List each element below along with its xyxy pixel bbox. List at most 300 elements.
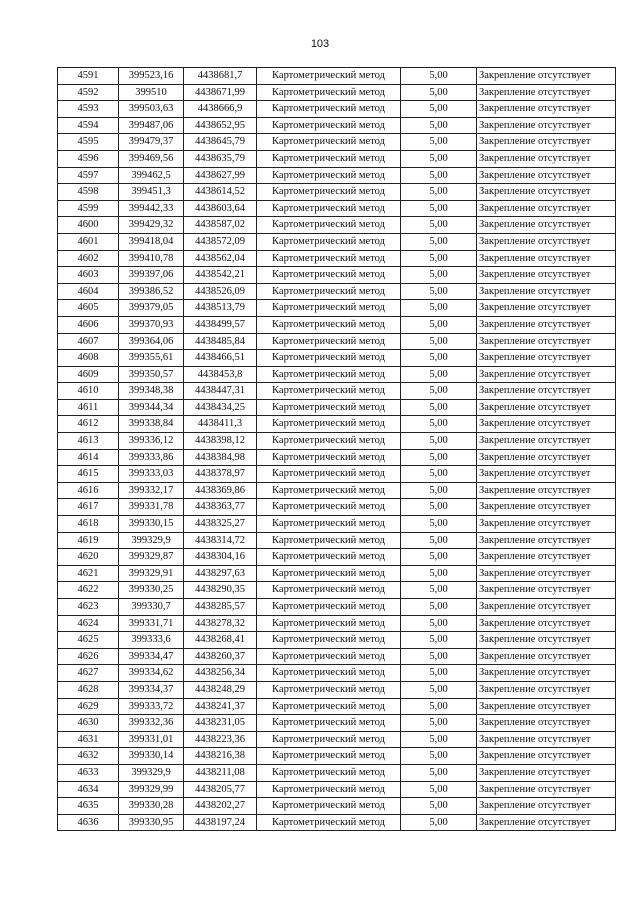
table-row [58,632,616,649]
x-coordinate-cell: 399333,03 [119,466,184,483]
table-row [58,350,616,367]
fixation-cell: Закрепление отсутствует [477,167,616,184]
table-row [58,267,616,284]
method-cell: Картометрический метод [257,84,401,101]
accuracy-cell: 5,00 [401,814,477,831]
table-row [58,582,616,599]
accuracy-cell: 5,00 [401,632,477,649]
x-coordinate-cell: 399329,91 [119,565,184,582]
x-coordinate-cell: 399330,14 [119,748,184,765]
table-row [58,814,616,831]
point-number-cell: 4592 [58,84,119,101]
table-row [58,731,616,748]
x-coordinate-cell: 399429,32 [119,217,184,234]
y-coordinate-cell: 4438202,27 [184,798,257,815]
point-number-cell: 4598 [58,184,119,201]
y-coordinate-cell: 4438268,41 [184,632,257,649]
method-cell: Картометрический метод [257,134,401,151]
fixation-cell: Закрепление отсутствует [477,764,616,781]
fixation-cell: Закрепление отсутствует [477,433,616,450]
point-number-cell: 4624 [58,615,119,632]
accuracy-cell: 5,00 [401,84,477,101]
x-coordinate-cell: 399336,12 [119,433,184,450]
x-coordinate-cell: 399397,06 [119,267,184,284]
x-coordinate-cell: 399329,99 [119,781,184,798]
fixation-cell: Закрепление отсутствует [477,798,616,815]
accuracy-cell: 5,00 [401,68,477,85]
fixation-cell: Закрепление отсутствует [477,399,616,416]
method-cell: Картометрический метод [257,565,401,582]
table-row [58,798,616,815]
point-number-cell: 4634 [58,781,119,798]
point-number-cell: 4625 [58,632,119,649]
x-coordinate-cell: 399332,17 [119,482,184,499]
fixation-cell: Закрепление отсутствует [477,333,616,350]
fixation-cell: Закрепление отсутствует [477,648,616,665]
point-number-cell: 4636 [58,814,119,831]
point-number-cell: 4605 [58,300,119,317]
accuracy-cell: 5,00 [401,383,477,400]
table-row [58,366,616,383]
x-coordinate-cell: 399330,95 [119,814,184,831]
point-number-cell: 4607 [58,333,119,350]
method-cell: Картометрический метод [257,731,401,748]
x-coordinate-cell: 399370,93 [119,316,184,333]
point-number-cell: 4604 [58,283,119,300]
x-coordinate-cell: 399344,34 [119,399,184,416]
y-coordinate-cell: 4438666,9 [184,101,257,118]
method-cell: Картометрический метод [257,300,401,317]
y-coordinate-cell: 4438197,24 [184,814,257,831]
table-row [58,532,616,549]
method-cell: Картометрический метод [257,748,401,765]
x-coordinate-cell: 399334,47 [119,648,184,665]
fixation-cell: Закрепление отсутствует [477,84,616,101]
method-cell: Картометрический метод [257,615,401,632]
accuracy-cell: 5,00 [401,665,477,682]
fixation-cell: Закрепление отсутствует [477,300,616,317]
y-coordinate-cell: 4438499,57 [184,316,257,333]
point-number-cell: 4597 [58,167,119,184]
point-number-cell: 4610 [58,383,119,400]
point-number-cell: 4635 [58,798,119,815]
table-row [58,648,616,665]
accuracy-cell: 5,00 [401,366,477,383]
y-coordinate-cell: 4438241,37 [184,698,257,715]
accuracy-cell: 5,00 [401,101,477,118]
point-number-cell: 4600 [58,217,119,234]
accuracy-cell: 5,00 [401,648,477,665]
x-coordinate-cell: 399329,87 [119,549,184,566]
table-row [58,466,616,483]
table-row [58,698,616,715]
point-number-cell: 4596 [58,150,119,167]
x-coordinate-cell: 399386,52 [119,283,184,300]
y-coordinate-cell: 4438211,08 [184,764,257,781]
fixation-cell: Закрепление отсутствует [477,781,616,798]
point-number-cell: 4606 [58,316,119,333]
accuracy-cell: 5,00 [401,267,477,284]
fixation-cell: Закрепление отсутствует [477,283,616,300]
x-coordinate-cell: 399329,9 [119,532,184,549]
fixation-cell: Закрепление отсутствует [477,316,616,333]
accuracy-cell: 5,00 [401,217,477,234]
y-coordinate-cell: 4438285,57 [184,599,257,616]
point-number-cell: 4626 [58,648,119,665]
accuracy-cell: 5,00 [401,764,477,781]
method-cell: Картометрический метод [257,250,401,267]
x-coordinate-cell: 399333,6 [119,632,184,649]
accuracy-cell: 5,00 [401,798,477,815]
accuracy-cell: 5,00 [401,117,477,134]
point-number-cell: 4614 [58,449,119,466]
accuracy-cell: 5,00 [401,532,477,549]
method-cell: Картометрический метод [257,466,401,483]
x-coordinate-cell: 399418,04 [119,233,184,250]
point-number-cell: 4602 [58,250,119,267]
point-number-cell: 4623 [58,599,119,616]
table-row [58,184,616,201]
fixation-cell: Закрепление отсутствует [477,366,616,383]
method-cell: Картометрический метод [257,814,401,831]
method-cell: Картометрический метод [257,383,401,400]
fixation-cell: Закрепление отсутствует [477,134,616,151]
y-coordinate-cell: 4438466,51 [184,350,257,367]
table-row [58,383,616,400]
point-number-cell: 4616 [58,482,119,499]
fixation-cell: Закрепление отсутствует [477,632,616,649]
table-row [58,300,616,317]
accuracy-cell: 5,00 [401,433,477,450]
method-cell: Картометрический метод [257,316,401,333]
point-number-cell: 4630 [58,715,119,732]
x-coordinate-cell: 399332,36 [119,715,184,732]
y-coordinate-cell: 4438248,29 [184,681,257,698]
y-coordinate-cell: 4438297,63 [184,565,257,582]
table-row [58,316,616,333]
fixation-cell: Закрепление отсутствует [477,150,616,167]
y-coordinate-cell: 4438223,36 [184,731,257,748]
fixation-cell: Закрепление отсутствует [477,814,616,831]
table-row [58,101,616,118]
accuracy-cell: 5,00 [401,731,477,748]
y-coordinate-cell: 4438614,52 [184,184,257,201]
method-cell: Картометрический метод [257,764,401,781]
y-coordinate-cell: 4438231,05 [184,715,257,732]
point-number-cell: 4619 [58,532,119,549]
accuracy-cell: 5,00 [401,565,477,582]
y-coordinate-cell: 4438671,99 [184,84,257,101]
x-coordinate-cell: 399479,37 [119,134,184,151]
point-number-cell: 4629 [58,698,119,715]
accuracy-cell: 5,00 [401,698,477,715]
y-coordinate-cell: 4438314,72 [184,532,257,549]
y-coordinate-cell: 4438434,25 [184,399,257,416]
page-number: 103 [310,38,330,50]
point-number-cell: 4595 [58,134,119,151]
point-number-cell: 4615 [58,466,119,483]
y-coordinate-cell: 4438278,32 [184,615,257,632]
y-coordinate-cell: 4438290,35 [184,582,257,599]
accuracy-cell: 5,00 [401,200,477,217]
y-coordinate-cell: 4438398,12 [184,433,257,450]
method-cell: Картометрический метод [257,366,401,383]
fixation-cell: Закрепление отсутствует [477,748,616,765]
y-coordinate-cell: 4438526,09 [184,283,257,300]
fixation-cell: Закрепление отсутствует [477,681,616,698]
y-coordinate-cell: 4438652,95 [184,117,257,134]
method-cell: Картометрический метод [257,499,401,516]
method-cell: Картометрический метод [257,681,401,698]
method-cell: Картометрический метод [257,648,401,665]
point-number-cell: 4627 [58,665,119,682]
accuracy-cell: 5,00 [401,466,477,483]
table-row [58,615,616,632]
method-cell: Картометрический метод [257,333,401,350]
table-row [58,482,616,499]
point-number-cell: 4601 [58,233,119,250]
fixation-cell: Закрепление отсутствует [477,549,616,566]
x-coordinate-cell: 399364,06 [119,333,184,350]
point-number-cell: 4594 [58,117,119,134]
table-row [58,84,616,101]
fixation-cell: Закрепление отсутствует [477,250,616,267]
x-coordinate-cell: 399442,33 [119,200,184,217]
accuracy-cell: 5,00 [401,615,477,632]
point-number-cell: 4603 [58,267,119,284]
y-coordinate-cell: 4438572,09 [184,233,257,250]
fixation-cell: Закрепление отсутствует [477,101,616,118]
x-coordinate-cell: 399462,5 [119,167,184,184]
accuracy-cell: 5,00 [401,184,477,201]
fixation-cell: Закрепление отсутствует [477,416,616,433]
x-coordinate-cell: 399330,25 [119,582,184,599]
fixation-cell: Закрепление отсутствует [477,599,616,616]
method-cell: Картометрический метод [257,698,401,715]
method-cell: Картометрический метод [257,117,401,134]
accuracy-cell: 5,00 [401,250,477,267]
accuracy-cell: 5,00 [401,549,477,566]
table-row [58,283,616,300]
fixation-cell: Закрепление отсутствует [477,698,616,715]
y-coordinate-cell: 4438325,27 [184,516,257,533]
y-coordinate-cell: 4438635,79 [184,150,257,167]
point-number-cell: 4631 [58,731,119,748]
table-row [58,781,616,798]
x-coordinate-cell: 399510 [119,84,184,101]
y-coordinate-cell: 4438513,79 [184,300,257,317]
method-cell: Картометрический метод [257,399,401,416]
table-row [58,516,616,533]
accuracy-cell: 5,00 [401,482,477,499]
accuracy-cell: 5,00 [401,499,477,516]
y-coordinate-cell: 4438384,98 [184,449,257,466]
y-coordinate-cell: 4438363,77 [184,499,257,516]
point-number-cell: 4591 [58,68,119,85]
table-row [58,250,616,267]
fixation-cell: Закрепление отсутствует [477,68,616,85]
fixation-cell: Закрепление отсутствует [477,482,616,499]
fixation-cell: Закрепление отсутствует [477,449,616,466]
x-coordinate-cell: 399348,38 [119,383,184,400]
point-number-cell: 4620 [58,549,119,566]
x-coordinate-cell: 399338,84 [119,416,184,433]
fixation-cell: Закрепление отсутствует [477,499,616,516]
point-number-cell: 4612 [58,416,119,433]
x-coordinate-cell: 399334,37 [119,681,184,698]
accuracy-cell: 5,00 [401,300,477,317]
accuracy-cell: 5,00 [401,781,477,798]
accuracy-cell: 5,00 [401,233,477,250]
fixation-cell: Закрепление отсутствует [477,217,616,234]
x-coordinate-cell: 399451,3 [119,184,184,201]
method-cell: Картометрический метод [257,632,401,649]
y-coordinate-cell: 4438304,16 [184,549,257,566]
accuracy-cell: 5,00 [401,516,477,533]
point-number-cell: 4611 [58,399,119,416]
accuracy-cell: 5,00 [401,715,477,732]
point-number-cell: 4618 [58,516,119,533]
method-cell: Картометрический метод [257,283,401,300]
fixation-cell: Закрепление отсутствует [477,117,616,134]
method-cell: Картометрический метод [257,68,401,85]
method-cell: Картометрический метод [257,433,401,450]
method-cell: Картометрический метод [257,532,401,549]
x-coordinate-cell: 399331,78 [119,499,184,516]
x-coordinate-cell: 399329,9 [119,764,184,781]
y-coordinate-cell: 4438562,04 [184,250,257,267]
fixation-cell: Закрепление отсутствует [477,350,616,367]
table-row [58,399,616,416]
table-row [58,117,616,134]
fixation-cell: Закрепление отсутствует [477,715,616,732]
y-coordinate-cell: 4438627,99 [184,167,257,184]
accuracy-cell: 5,00 [401,316,477,333]
accuracy-cell: 5,00 [401,283,477,300]
y-coordinate-cell: 4438411,3 [184,416,257,433]
x-coordinate-cell: 399333,72 [119,698,184,715]
method-cell: Картометрический метод [257,582,401,599]
method-cell: Картометрический метод [257,267,401,284]
table-row [58,233,616,250]
method-cell: Картометрический метод [257,798,401,815]
accuracy-cell: 5,00 [401,748,477,765]
table-row [58,499,616,516]
y-coordinate-cell: 4438453,8 [184,366,257,383]
method-cell: Картометрический метод [257,416,401,433]
table-row [58,416,616,433]
x-coordinate-cell: 399523,16 [119,68,184,85]
x-coordinate-cell: 399334,62 [119,665,184,682]
coordinates-table [57,67,616,831]
x-coordinate-cell: 399330,15 [119,516,184,533]
table-row [58,665,616,682]
table-row [58,599,616,616]
fixation-cell: Закрепление отсутствует [477,565,616,582]
method-cell: Картометрический метод [257,516,401,533]
x-coordinate-cell: 399355,61 [119,350,184,367]
method-cell: Картометрический метод [257,233,401,250]
fixation-cell: Закрепление отсутствует [477,615,616,632]
fixation-cell: Закрепление отсутствует [477,582,616,599]
y-coordinate-cell: 4438645,79 [184,134,257,151]
point-number-cell: 4617 [58,499,119,516]
fixation-cell: Закрепление отсутствует [477,466,616,483]
table-row [58,681,616,698]
accuracy-cell: 5,00 [401,167,477,184]
accuracy-cell: 5,00 [401,333,477,350]
x-coordinate-cell: 399331,01 [119,731,184,748]
method-cell: Картометрический метод [257,665,401,682]
fixation-cell: Закрепление отсутствует [477,184,616,201]
table-row [58,134,616,151]
accuracy-cell: 5,00 [401,599,477,616]
method-cell: Картометрический метод [257,217,401,234]
method-cell: Картометрический метод [257,200,401,217]
table-row [58,715,616,732]
point-number-cell: 4593 [58,101,119,118]
method-cell: Картометрический метод [257,715,401,732]
y-coordinate-cell: 4438681,7 [184,68,257,85]
table-row [58,200,616,217]
x-coordinate-cell: 399469,56 [119,150,184,167]
accuracy-cell: 5,00 [401,399,477,416]
point-number-cell: 4633 [58,764,119,781]
method-cell: Картометрический метод [257,101,401,118]
method-cell: Картометрический метод [257,599,401,616]
method-cell: Картометрический метод [257,449,401,466]
point-number-cell: 4628 [58,681,119,698]
table-row [58,764,616,781]
fixation-cell: Закрепление отсутствует [477,665,616,682]
y-coordinate-cell: 4438447,31 [184,383,257,400]
x-coordinate-cell: 399350,57 [119,366,184,383]
table-row [58,167,616,184]
accuracy-cell: 5,00 [401,449,477,466]
table-row [58,433,616,450]
x-coordinate-cell: 399503,63 [119,101,184,118]
y-coordinate-cell: 4438260,37 [184,648,257,665]
accuracy-cell: 5,00 [401,681,477,698]
point-number-cell: 4609 [58,366,119,383]
table-row [58,217,616,234]
method-cell: Картометрический метод [257,350,401,367]
y-coordinate-cell: 4438485,84 [184,333,257,350]
table-row [58,449,616,466]
x-coordinate-cell: 399379,05 [119,300,184,317]
method-cell: Картометрический метод [257,184,401,201]
method-cell: Картометрический метод [257,150,401,167]
accuracy-cell: 5,00 [401,582,477,599]
y-coordinate-cell: 4438603,64 [184,200,257,217]
y-coordinate-cell: 4438369,86 [184,482,257,499]
fixation-cell: Закрепление отсутствует [477,200,616,217]
table-row [58,68,616,85]
y-coordinate-cell: 4438205,77 [184,781,257,798]
x-coordinate-cell: 399330,28 [119,798,184,815]
table-row [58,748,616,765]
fixation-cell: Закрепление отсутствует [477,267,616,284]
method-cell: Картометрический метод [257,482,401,499]
x-coordinate-cell: 399330,7 [119,599,184,616]
table-row [58,333,616,350]
table-row [58,565,616,582]
point-number-cell: 4621 [58,565,119,582]
fixation-cell: Закрепление отсутствует [477,383,616,400]
point-number-cell: 4632 [58,748,119,765]
method-cell: Картометрический метод [257,781,401,798]
method-cell: Картометрический метод [257,549,401,566]
